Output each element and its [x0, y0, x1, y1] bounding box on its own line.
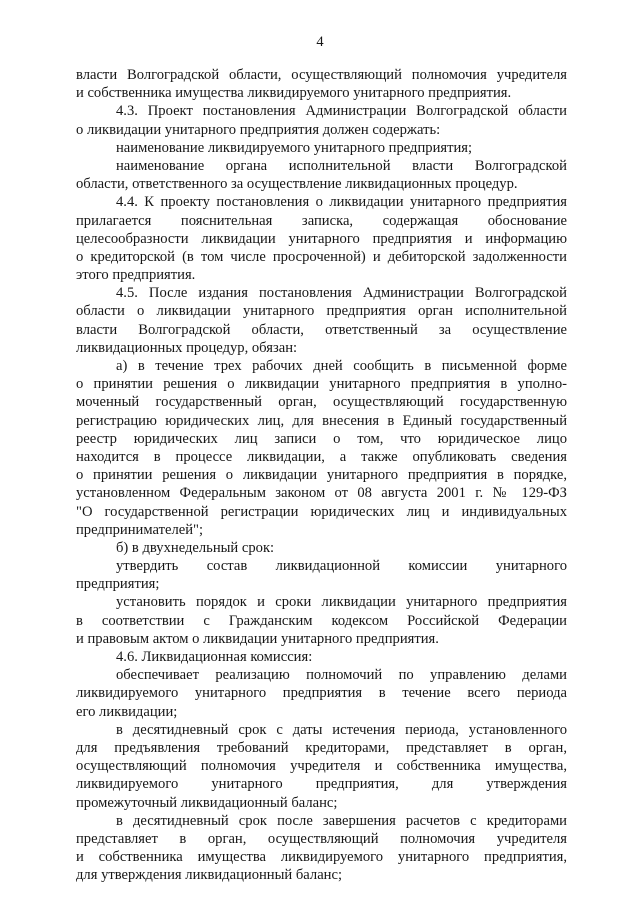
text-line: области о ликвидации унитарного предприятия орган исполнительной — [76, 303, 567, 320]
text-line: моченный государственный орган, осуществляющий государственную — [76, 394, 567, 411]
text-line: и собственника имущества ликвидируемого унитарного предприятия, — [76, 849, 567, 866]
text-line: промежуточный ликвидационный баланс; — [76, 794, 338, 811]
text-line: ликвидируемого унитарного предприятия в течение всего периода — [76, 685, 567, 702]
text-line: области, ответственного за осуществление ликвидационных процедур. — [76, 176, 518, 193]
text-line: а) в течение трех рабочих дней сообщить в письменной форме — [116, 358, 567, 374]
text-line: утвердить состав ликвидационной комиссии унитарного — [116, 558, 567, 575]
text-line: находится в процессе ликвидации, а также опубликовать сведения — [76, 448, 567, 465]
text-line: обеспечивает реализацию полномочий по управлению делами — [116, 667, 567, 684]
text-line: этого предприятия. — [76, 267, 196, 284]
text-line: реестр юридических лиц записи о том, что юридическое лицо — [76, 430, 567, 447]
text-line: в десятидневный срок после завершения расчетов с кредиторами — [116, 812, 567, 829]
text-line: о кредиторской (в том числе просроченной) и дебиторской задолженности — [76, 248, 567, 265]
text-line: установленном Федеральным законом от 08 августа 2001 г. № 129-ФЗ — [76, 485, 567, 502]
text-line: 4.5. После издания постановления Администрации Волгоградской — [116, 285, 567, 302]
text-line: б) в двухнедельный срок: — [116, 539, 275, 556]
text-line: и собственника имущества ликвидируемого унитарного предприятия. — [76, 85, 512, 102]
text-line: предпринимателей"; — [76, 521, 204, 538]
page-number: 4 — [316, 34, 324, 50]
text-line: представляет в орган, осуществляющий полномочия учредителя — [76, 830, 567, 847]
text-line: осуществляющий полномочия учредителя и собственника имущества, — [76, 758, 567, 775]
text-line: целесообразности ликвидации унитарного предприятия и информацию — [76, 230, 567, 247]
text-line: о принятии решения о ликвидации унитарного предприятия в уполно- — [76, 376, 567, 393]
text-line: о ликвидации унитарного предприятия должен содержать: — [76, 121, 441, 138]
text-line: власти Волгоградской области, осуществляющий полномочия учредителя — [76, 67, 567, 83]
text-line: ликвидируемого унитарного предприятия, для утверждения — [76, 776, 567, 793]
text-line: для утверждения ликвидационный баланс; — [76, 867, 343, 884]
text-line: о принятии решения о ликвидации унитарного предприятия в порядке, — [76, 467, 567, 484]
text-line: и правовым актом о ликвидации унитарного предприятия. — [76, 630, 439, 647]
text-line: в десятидневный срок с даты истечения периода, установленного — [116, 721, 567, 738]
text-line: власти Волгоградской области, ответственный за осуществление — [76, 321, 567, 338]
document-body — [76, 66, 567, 884]
text-line: регистрацию юридических лиц, для внесения в Единый государственный — [76, 412, 567, 429]
text-line: наименование ликвидируемого унитарного предприятия; — [116, 139, 473, 156]
text-line: ликвидационных процедур, обязан: — [76, 339, 298, 356]
text-line: "О государственной регистрации юридических лиц и индивидуальных — [76, 503, 567, 520]
text-line: установить порядок и сроки ликвидации унитарного предприятия — [116, 594, 567, 611]
text-line: для предъявления требований кредиторами, представляет в орган, — [76, 739, 567, 756]
text-line: прилагается пояснительная записка, содержащая обоснование — [76, 212, 567, 229]
text-line: в соответствии с Гражданским кодексом Российской Федерации — [76, 612, 567, 629]
text-line: его ликвидации; — [76, 703, 178, 720]
text-line: 4.3. Проект постановления Администрации Волгоградской области — [116, 103, 567, 120]
text-line: наименование органа исполнительной власти Волгоградской — [116, 157, 567, 174]
text-line: 4.4. К проекту постановления о ликвидации унитарного предприятия — [116, 194, 567, 211]
text-line: предприятия; — [76, 576, 160, 593]
text-line: 4.6. Ликвидационная комиссия: — [116, 649, 313, 665]
